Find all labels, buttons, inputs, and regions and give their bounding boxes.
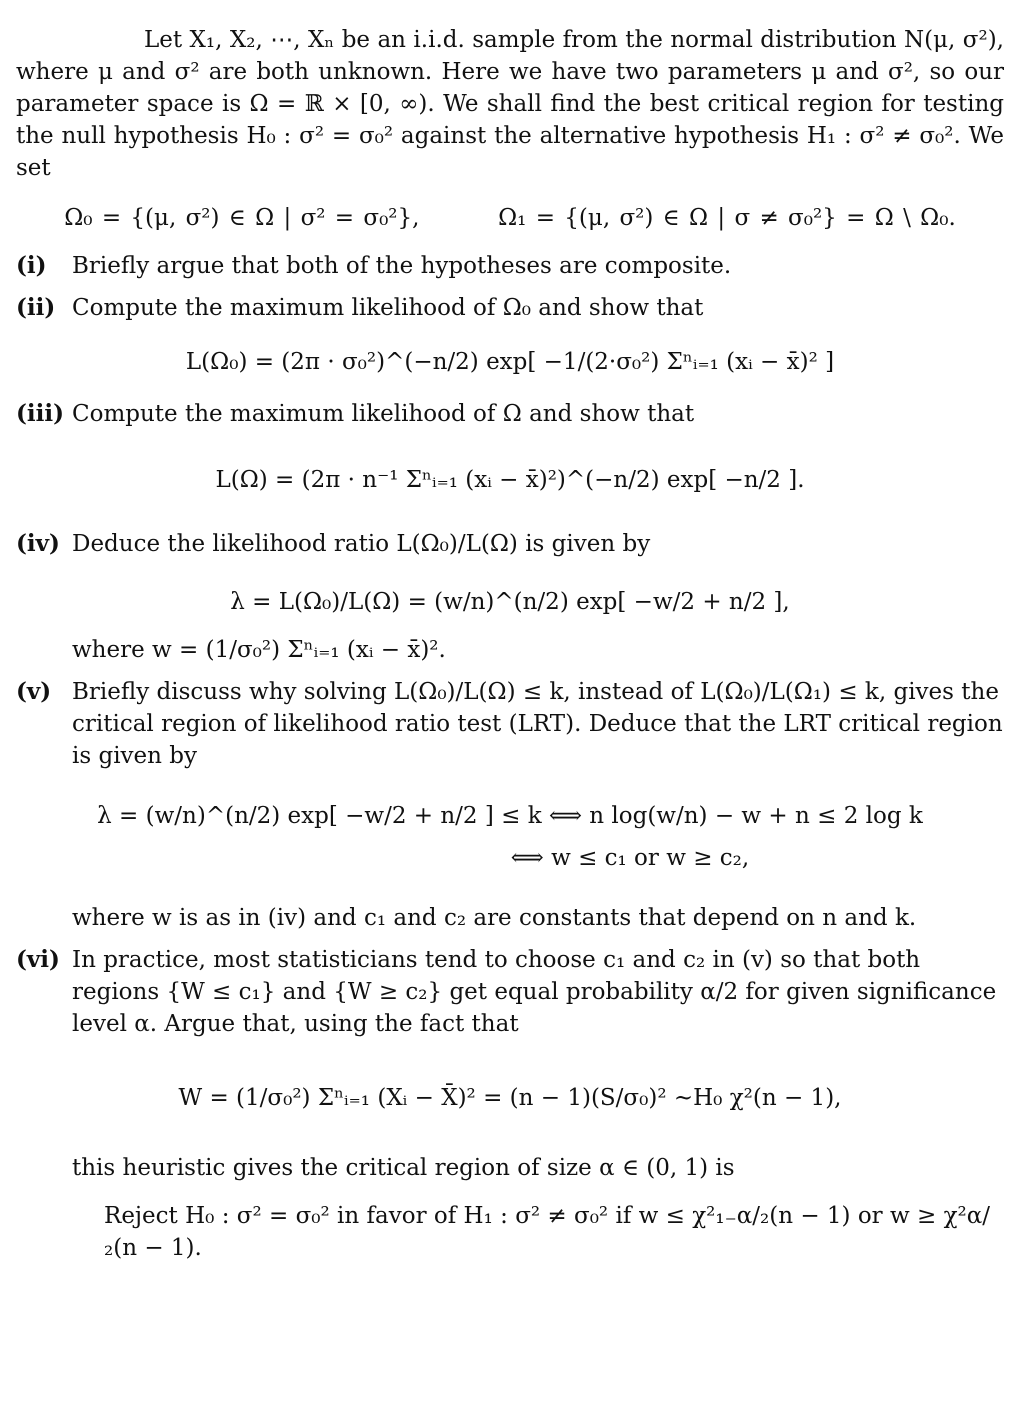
item-vi xyxy=(16,944,1004,1040)
omega-definitions xyxy=(16,198,1004,238)
intro-paragraph: Let X₁, X₂, ⋯, Xₙ be an i.i.d. sample from the normal distribution N(μ, σ²), where μ and σ² are both unknown. Here we have two parameters μ and σ², so our parameter space is Ω = ℝ × [0, ∞). We shall find the best critical region for testing the null hypothesis H₀ : σ² = σ₀² against the alternative hypothesis H₁ : σ² ≠ σ₀². We set xyxy=(16,27,1004,181)
item-text: Compute the maximum likelihood of Ω₀ and show that xyxy=(72,295,704,321)
item-text: Deduce the likelihood ratio L(Ω₀)/L(Ω) is given by xyxy=(72,531,651,557)
item-label: (iii) xyxy=(16,400,64,427)
item-text: In practice, most statisticians tend to choose c₁ and c₂ in (v) so that both regions {W ≤ c₁} and {W ≥ c₂} get equal probability α/2 for given significance level α. Argue that, using the fact that xyxy=(72,947,997,1037)
omega0-def: Ω₀ = {(μ, σ²) ∈ Ω | σ² = σ₀²}, xyxy=(64,205,420,231)
equation-vi xyxy=(16,1078,1004,1118)
item-label: (ii) xyxy=(16,294,56,321)
item-label: (v) xyxy=(16,678,52,705)
equation-text: ⟺ w ≤ c₁ or w ≥ c₂, xyxy=(510,845,750,871)
item-i xyxy=(16,250,1004,282)
item-text: Briefly argue that both of the hypotheses are composite. xyxy=(72,253,732,279)
equation-v2 xyxy=(16,838,1004,878)
item-text: Compute the maximum likelihood of Ω and show that xyxy=(72,401,695,427)
equation-text: W = (1/σ₀²) Σⁿᵢ₌₁ (Xᵢ − X̄)² = (n − 1)(S/σ₀)² ~H₀ χ²(n − 1), xyxy=(178,1085,842,1111)
item-vi-after: this heuristic gives the critical region of size α ∈ (0, 1) is xyxy=(72,1155,735,1181)
equation-v1 xyxy=(16,796,1004,836)
item-label: (i) xyxy=(16,252,47,279)
item-v xyxy=(16,676,1004,772)
item-v-where: where w is as in (iv) and c₁ and c₂ are constants that depend on n and k. xyxy=(72,905,917,931)
equation-iv xyxy=(16,582,1004,622)
item-ii xyxy=(16,292,1004,324)
item-iv xyxy=(16,528,1004,560)
item-iv-where: where w = (1/σ₀²) Σⁿᵢ₌₁ (xᵢ − x̄)². xyxy=(72,637,446,663)
item-text: Briefly discuss why solving L(Ω₀)/L(Ω) ≤ k, instead of L(Ω₀)/L(Ω₁) ≤ k, gives the critical region of likelihood ratio test (LRT). Deduce that the LRT critical region is given by xyxy=(72,679,1003,769)
equation-text: L(Ω₀) = (2π · σ₀²)^(−n/2) exp[ −1/(2·σ₀²) Σⁿᵢ₌₁ (xᵢ − x̄)² ] xyxy=(185,349,835,375)
equation-text: λ = (w/n)^(n/2) exp[ −w/2 + n/2 ] ≤ k ⟺ n log(w/n) − w + n ≤ 2 log k xyxy=(97,803,923,829)
equation-iii xyxy=(16,460,1004,500)
item-iii xyxy=(16,398,1004,430)
reject-rule: Reject H₀ : σ² = σ₀² in favor of H₁ : σ² ≠ σ₀² if w ≤ χ²₁₋α/₂(n − 1) or w ≥ χ²α/₂(n − 1). xyxy=(104,1203,991,1261)
page xyxy=(16,24,1004,1264)
equation-text: L(Ω) = (2π · n⁻¹ Σⁿᵢ₌₁ (xᵢ − x̄)²)^(−n/2) exp[ −n/2 ]. xyxy=(215,467,805,493)
item-label: (iv) xyxy=(16,530,60,557)
item-label: (vi) xyxy=(16,946,60,973)
equation-ii xyxy=(16,342,1004,382)
omega1-def: Ω₁ = {(μ, σ²) ∈ Ω | σ ≠ σ₀²} = Ω \ Ω₀. xyxy=(498,205,956,231)
equation-text: λ = L(Ω₀)/L(Ω) = (w/n)^(n/2) exp[ −w/2 + n/2 ], xyxy=(230,589,790,615)
